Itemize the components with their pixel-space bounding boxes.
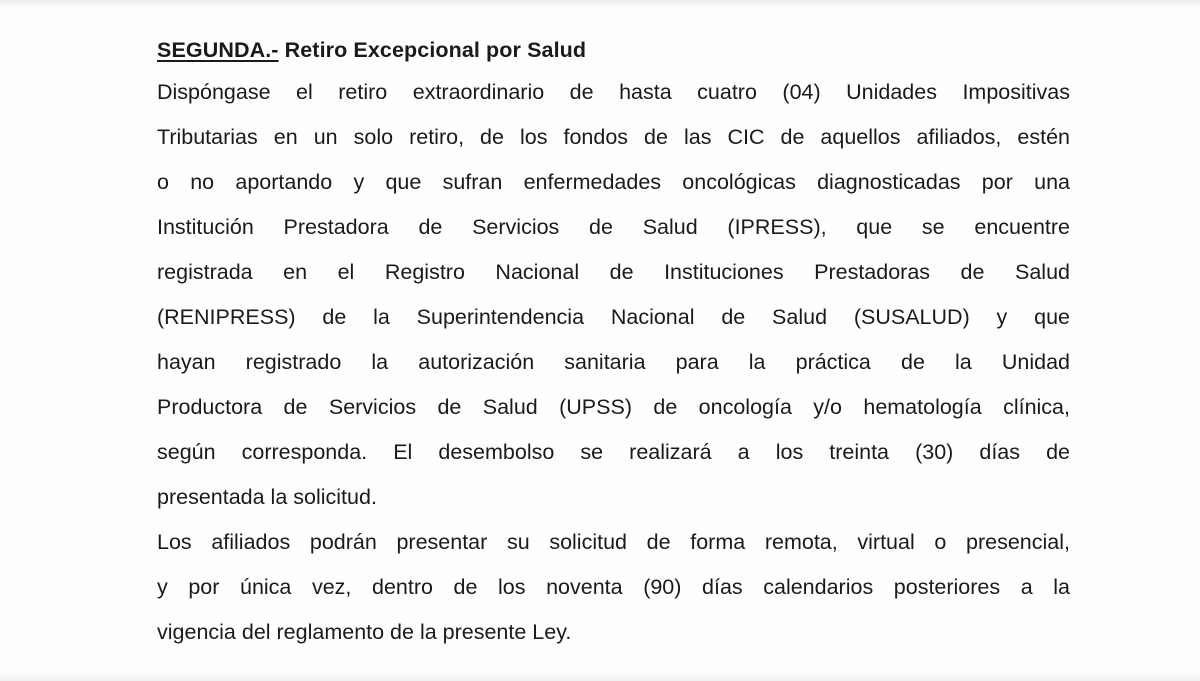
text-line: Dispóngase el retiro extraordinario de hasta cuatro (04) Unidades Impositivas [157,80,1070,104]
text-line: presentada la solicitud. [157,485,377,509]
section-heading [157,30,1070,70]
text-line: o no aportando y que sufran enfermedades oncológicas diagnosticadas por una [157,170,1070,194]
text-line: Los afiliados podrán presentar su solicitud de forma remota, virtual o presencial, [157,530,1070,554]
text-line: (RENIPRESS) de la Superintendencia Nacional de Salud (SUSALUD) y que [157,305,1070,329]
page-edge-bottom [0,671,1200,681]
section-title: Retiro Excepcional por Salud [284,38,587,62]
text-line: hayan registrado la autorización sanitaria para la práctica de la Unidad [157,350,1070,374]
paragraph-2 [157,520,1070,655]
text-line: vigencia del reglamento de la presente Ley. [157,620,572,644]
text-line: Productora de Servicios de Salud (UPSS) de oncología y/o hematología clínica, [157,395,1070,419]
page-edge-top [0,0,1200,8]
text-line: registrada en el Registro Nacional de Instituciones Prestadoras de Salud [157,260,1070,284]
paragraph-1 [157,70,1070,520]
document-body [157,30,1070,655]
section-number: SEGUNDA.- [157,38,279,62]
text-line: según corresponda. El desembolso se realizará a los treinta (30) días de [157,440,1070,464]
text-line: Institución Prestadora de Servicios de Salud (IPRESS), que se encuentre [157,215,1070,239]
text-line: Tributarias en un solo retiro, de los fondos de las CIC de aquellos afiliados, estén [157,125,1070,149]
text-line: y por única vez, dentro de los noventa (90) días calendarios posteriores a la [157,575,1070,599]
